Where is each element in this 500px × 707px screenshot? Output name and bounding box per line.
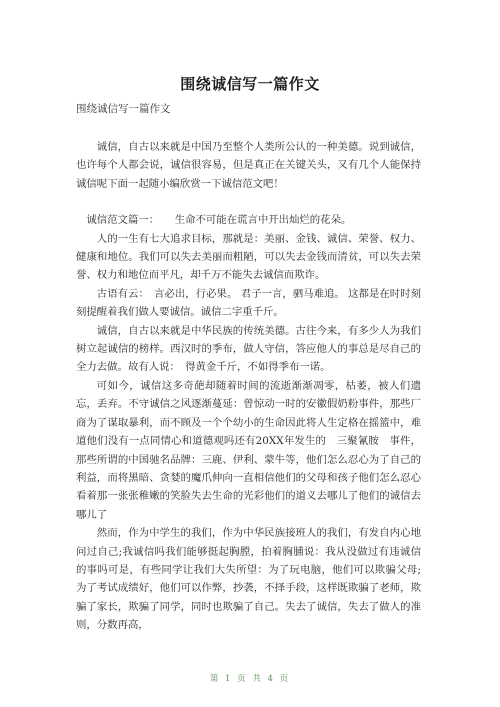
paragraph: 然而，作为中学生的我们，作为中华民族接班人的我们，有发自内心地问过自己;我诚信吗我们能够挺起胸膛，拍着胸脯说：我从没做过有违诚信的事吗可是，有些同学让我们大失所望：为了玩电脑，他们可以欺骗父母;为了考试成绩好，他们可以作弊，抄袭，不择手段，这样既欺骗了老师，欺骗了家长，欺骗了同学，同时也欺骗了自己。失去了诚信，失去了做人的准则，分数再高， [76, 527, 421, 632]
paragraph: 诚信，自古以来就是中华民族的传统美德。古往今来，有多少人为我们树立起诚信的榜样。西汉时的季布，做人守信，答应他人的事总是尽自己的全力去做。故有人说： 得黄金千斤，不如得季布一诺。 [76, 324, 421, 374]
paragraph: 古语有云： 言必出，行必果。 君子一言，驷马难追。 这都是在时时刻刻提醒着我们做人要诚信。诚信二字重千斤。 [76, 287, 421, 319]
paragraph-intro: 诚信，自古以来就是中国乃至整个人类所公认的一种美德。说到诚信，也许每个人都会说，诚信很容易，但是真正在关键关头，又有几个人能保持诚信呢下面一起随小编欣赏一下诚信范文吧！ [76, 141, 421, 190]
document-subtitle: 围绕诚信写一篇作文 [76, 103, 171, 115]
paragraph-section-heading: 诚信范文篇一： 生命不可能在谎言中开出灿烂的花朵。 [86, 214, 352, 227]
document-title: 围绕诚信写一篇作文 [180, 75, 320, 93]
page-footer: 第 1 页 共 4 页 [209, 674, 291, 684]
paragraph: 可如今，诚信这多奇葩却随着时间的流逝渐渐凋零，枯萎，被人们遗忘，丢弃。不守诚信之风逐渐蔓延：曾惊动一时的安徽假奶粉事件，那些厂商为了谋取暴利，而不顾及一个个幼小的生命因此将人生定格在摇篮中，难道他们没有一点同情心和道德观吗还有20XX年发生的 三聚氰胺 事件，那些所谓的中国驰名品牌：三鹿、伊利、蒙牛等，他们怎么忍心为了自己的利益，而将黑暗、贪婪的魔爪伸向一直相信他们的父母和孩子他们怎么忍心看着那一张张稚嫩的笑脸失去生命的光彩他们的道义去哪儿了他们的诚信去哪儿了 [76, 379, 421, 521]
document-body [76, 138, 421, 635]
paragraph: 人的一生有七大追求目标，那就是：美丽、金钱、诚信、荣誉、权力、健康和地位。我们可以失去美丽而粗陋，可以失去金钱而清贫，可以失去荣誉、权力和地位而平凡，却千万不能失去诚信而欺诈。 [76, 232, 421, 282]
